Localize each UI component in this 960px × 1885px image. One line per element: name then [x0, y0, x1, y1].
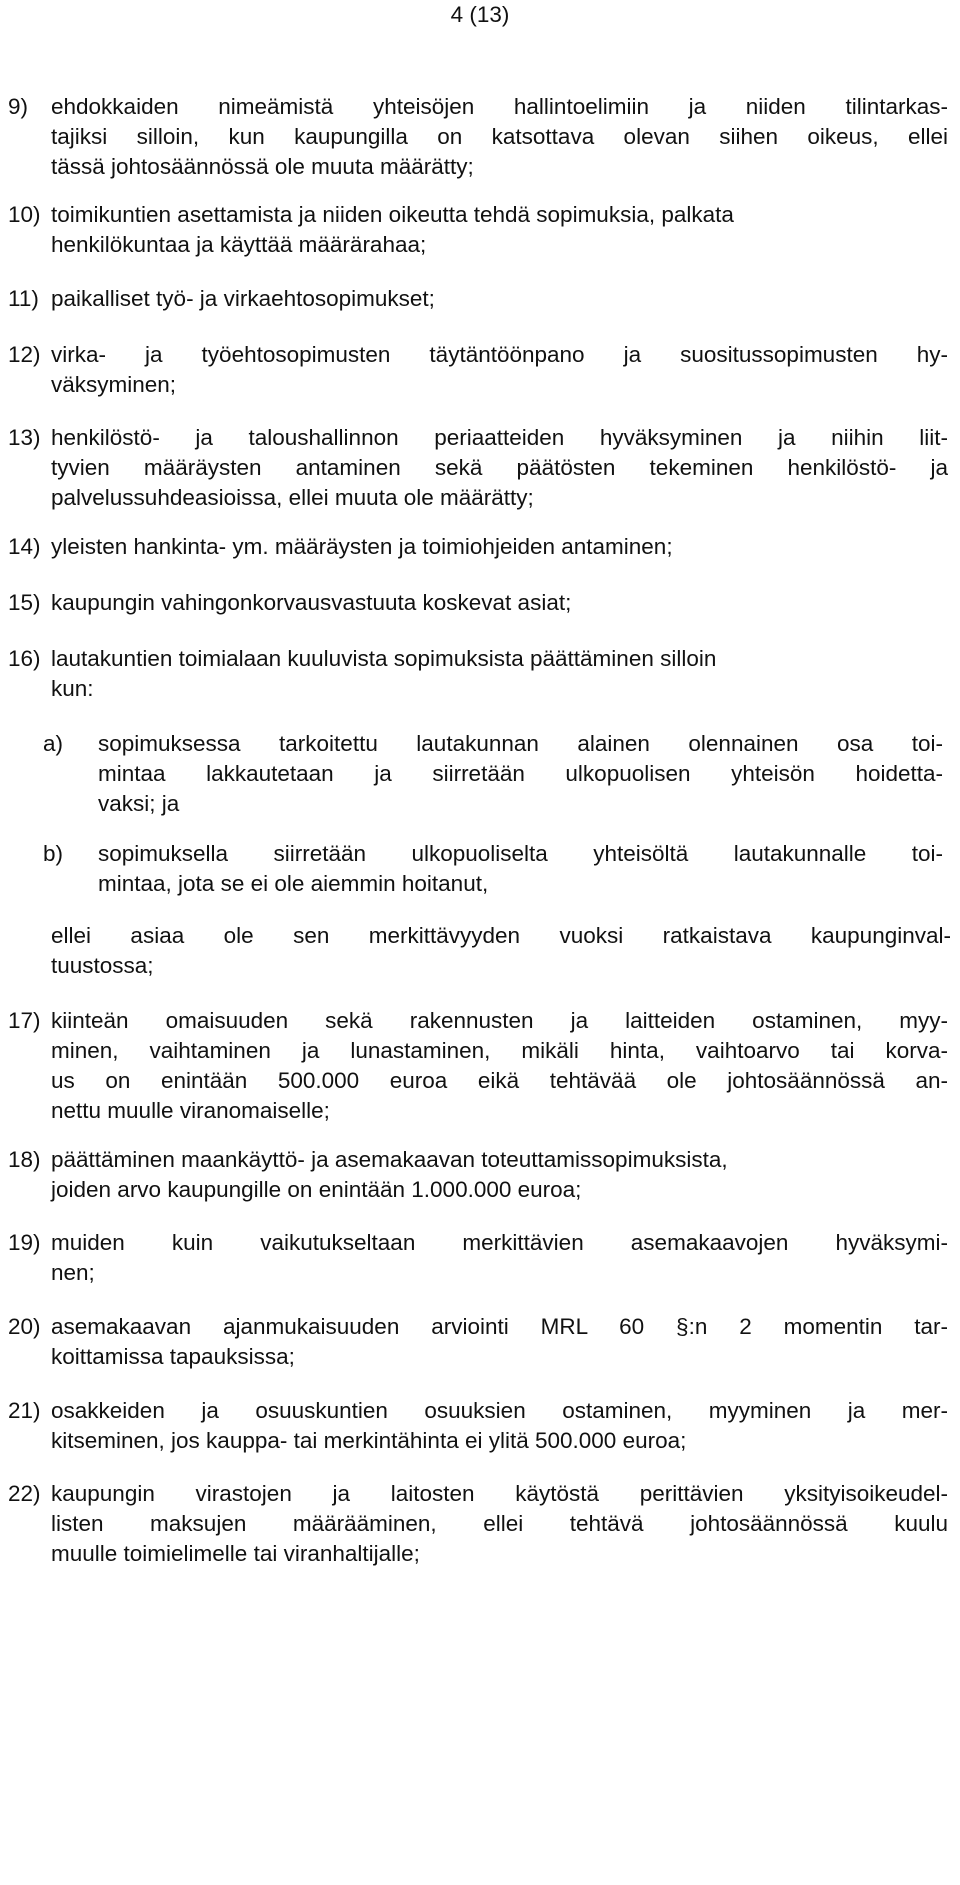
sub-item-text [98, 729, 943, 819]
text-line: sopimuksessa tarkoitettu lautakunnan alainen olennainen osa toi- [98, 731, 943, 756]
text-line: henkilökuntaa ja käyttää määrärahaa; [51, 232, 427, 257]
item-text [51, 284, 948, 314]
list-item-17 [8, 1006, 948, 1126]
text-line: päättäminen maankäyttö- ja asemakaavan toteuttamissopimuksista, [51, 1147, 728, 1172]
text-line: nettu muulle viranomaiselle; [51, 1098, 330, 1123]
text-line: tyvien määräysten antaminen sekä päätösten tekeminen henkilöstö- ja [51, 455, 948, 480]
item-text [51, 200, 948, 260]
item-text [51, 644, 948, 704]
sub-item-text [98, 839, 943, 899]
page-number: 4 (13) [450, 2, 510, 27]
text-line: tuustossa; [51, 953, 154, 978]
item-number: 13) [8, 425, 41, 450]
list-item-13 [8, 423, 948, 513]
item-text [51, 1396, 948, 1456]
list-item-11 [8, 284, 948, 314]
item-number: 11) [8, 286, 39, 311]
list-item-19 [8, 1228, 948, 1288]
text-line: tajiksi silloin, kun kaupungilla on katsottava olevan siihen oikeus, ellei [51, 124, 948, 149]
item-number: 17) [8, 1008, 41, 1033]
text-line: yleisten hankinta- ym. määräysten ja toimiohjeiden antaminen; [51, 534, 673, 559]
item-text [51, 1006, 948, 1126]
text-line: asemakaavan ajanmukaisuuden arviointi MRL 60 §:n 2 momentin tar- [51, 1314, 948, 1339]
sub-item-label: b) [43, 841, 64, 866]
item-number: 9) [8, 94, 29, 119]
item-text [51, 1312, 948, 1372]
item-text [51, 423, 948, 513]
text-line: henkilöstö- ja taloushallinnon periaatteiden hyväksyminen ja niihin liit- [51, 425, 948, 450]
text-line: koittamissa tapauksissa; [51, 1344, 295, 1369]
sub-item-a [43, 729, 943, 819]
item-text [51, 1479, 948, 1569]
item-text [51, 340, 948, 400]
text-line: väksyminen; [51, 372, 177, 397]
item-number: 14) [8, 534, 41, 559]
item-number: 22) [8, 1481, 41, 1506]
text-line: joiden arvo kaupungille on enintään 1.000.000 euroa; [51, 1177, 582, 1202]
text-line: kaupungin virastojen ja laitosten käytöstä perittävien yksityisoikeudel- [51, 1481, 948, 1506]
text-line: sopimuksella siirretään ulkopuoliselta yhteisöltä lautakunnalle toi- [98, 841, 943, 866]
text-line: vaksi; ja [98, 791, 180, 816]
item-text [51, 532, 948, 562]
text-line: toimikuntien asettamista ja niiden oikeutta tehdä sopimuksia, palkata [51, 202, 734, 227]
text-line: muiden kuin vaikutukseltaan merkittävien asemakaavojen hyväksymi- [51, 1230, 948, 1255]
item-text [51, 92, 948, 182]
text-line: osakkeiden ja osuuskuntien osuuksien ostaminen, myyminen ja mer- [51, 1398, 948, 1423]
closing-paragraph [51, 921, 951, 981]
item-number: 15) [8, 590, 41, 615]
list-item-16 [8, 644, 948, 704]
list-item-14 [8, 532, 948, 562]
item-number: 20) [8, 1314, 41, 1339]
text-line: virka- ja työehtosopimusten täytäntöönpano ja suositussopimusten hy- [51, 342, 948, 367]
item-text [51, 1145, 948, 1205]
item-number: 19) [8, 1230, 41, 1255]
item-number: 10) [8, 202, 41, 227]
list-item-21 [8, 1396, 948, 1456]
item-number: 21) [8, 1398, 41, 1423]
text-line: minen, vaihtaminen ja lunastaminen, mikäli hinta, vaihtoarvo tai korva- [51, 1038, 948, 1063]
list-item-22 [8, 1479, 948, 1569]
text-line: listen maksujen määrääminen, ellei tehtävä johtosäännössä kuulu [51, 1511, 948, 1536]
item-number: 12) [8, 342, 41, 367]
text-line: mintaa lakkautetaan ja siirretään ulkopuolisen yhteisön hoidetta- [98, 761, 943, 786]
item-text [51, 588, 948, 618]
text-line: paikalliset työ- ja virkaehtosopimukset; [51, 286, 435, 311]
text-line: lautakuntien toimialaan kuuluvista sopimuksista päättäminen silloin [51, 646, 717, 671]
list-item-10 [8, 200, 948, 260]
item-number: 16) [8, 646, 41, 671]
text-line: kitseminen, jos kauppa- tai merkintähinta ei ylitä 500.000 euroa; [51, 1428, 687, 1453]
text-line: mintaa, jota se ei ole aiemmin hoitanut, [98, 871, 489, 896]
text-line: kiinteän omaisuuden sekä rakennusten ja laitteiden ostaminen, myy- [51, 1008, 948, 1033]
text-line: ellei asiaa ole sen merkittävyyden vuoksi ratkaistava kaupunginval- [51, 923, 951, 948]
text-line: kaupungin vahingonkorvausvastuuta koskevat asiat; [51, 590, 572, 615]
item-text [51, 1228, 948, 1288]
list-item-12 [8, 340, 948, 400]
text-line: ehdokkaiden nimeämistä yhteisöjen hallintoelimiin ja niiden tilintarkas- [51, 94, 948, 119]
text-line: tässä johtosäännössä ole muuta määrätty; [51, 154, 474, 179]
list-item-9 [8, 92, 948, 182]
text-line: kun: [51, 676, 94, 701]
sub-item-b [43, 839, 943, 899]
text-line: nen; [51, 1260, 95, 1285]
list-item-18 [8, 1145, 948, 1205]
text-line: muulle toimielimelle tai viranhaltijalle; [51, 1541, 420, 1566]
list-item-15 [8, 588, 948, 618]
sub-item-label: a) [43, 731, 64, 756]
list-item-20 [8, 1312, 948, 1372]
text-line: palvelussuhdeasioissa, ellei muuta ole määrätty; [51, 485, 534, 510]
text-line: us on enintään 500.000 euroa eikä tehtävää ole johtosäännössä an- [51, 1068, 948, 1093]
item-number: 18) [8, 1147, 41, 1172]
